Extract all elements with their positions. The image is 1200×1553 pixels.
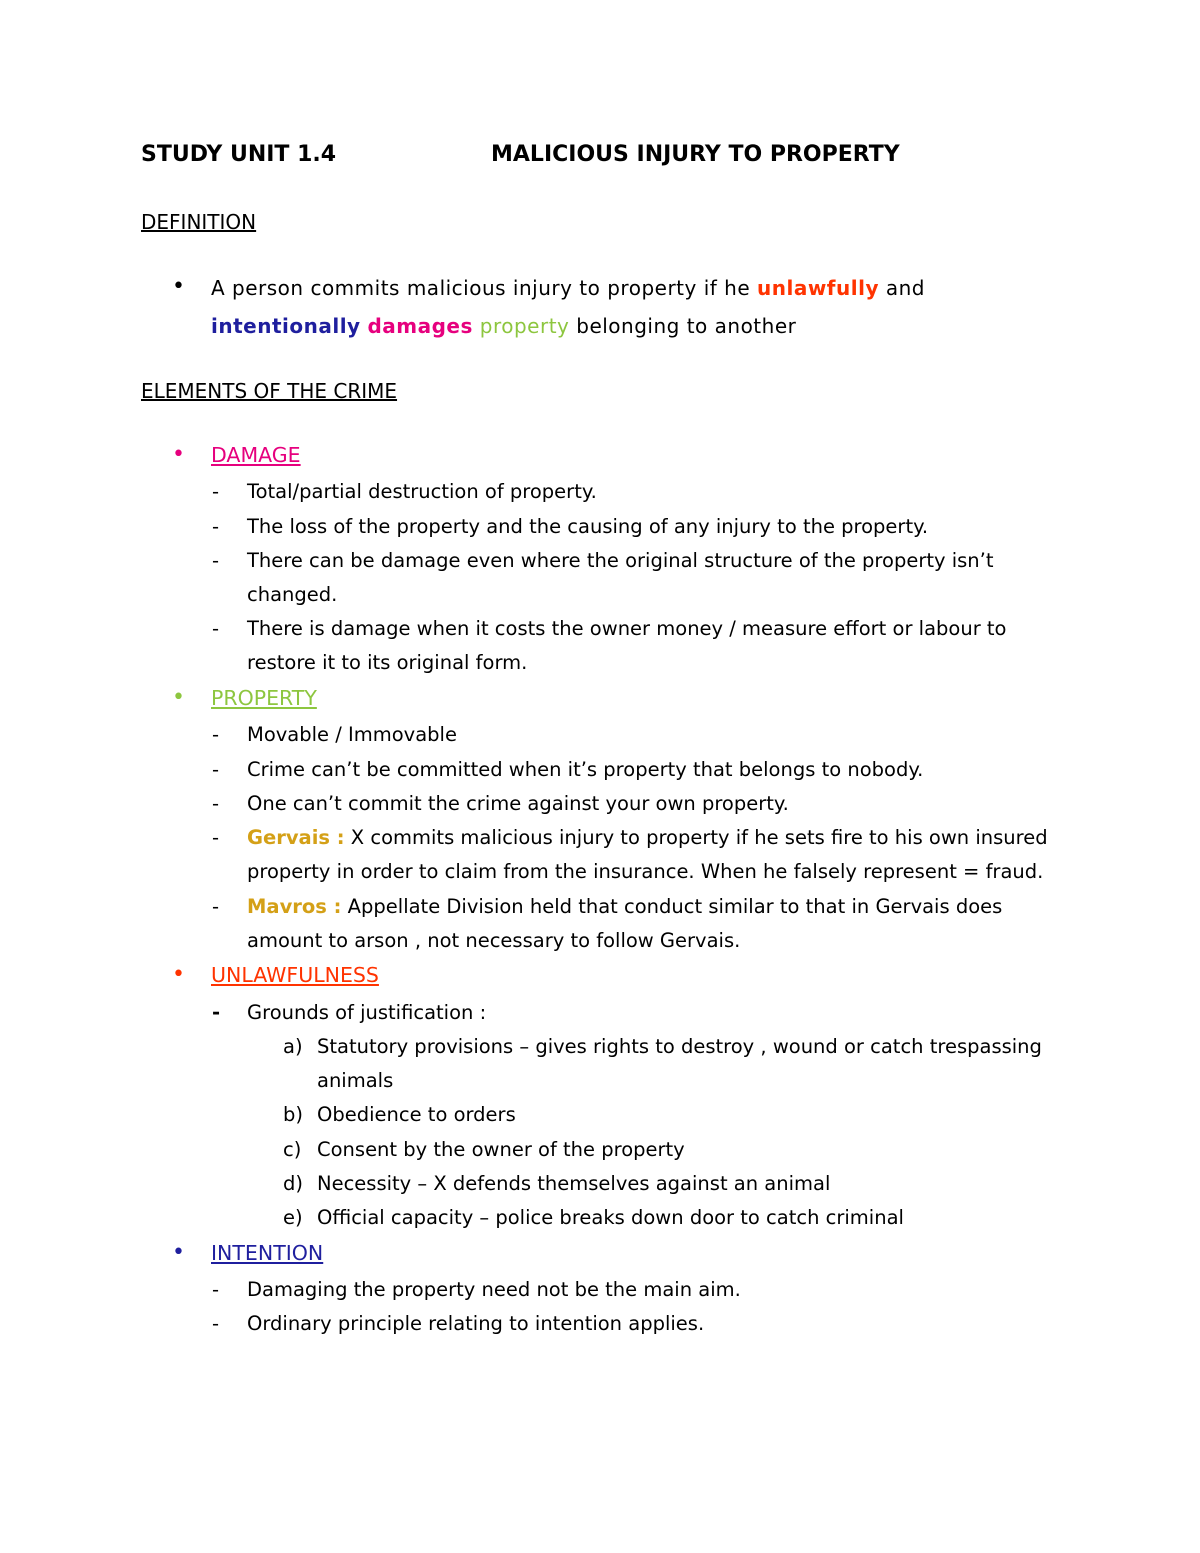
definition-text-2: and — [879, 276, 925, 300]
keyword-property: property — [479, 314, 570, 338]
intention-heading: INTENTION — [211, 1241, 324, 1265]
unlawfulness-heading: UNLAWFULNESS — [211, 963, 379, 987]
ground-item: Official capacity – police breaks down door to catch criminal — [317, 1206, 904, 1229]
gervais-continued: property in order to claim from the insurance. When he falsely represent = fraud. — [247, 860, 1044, 883]
dash: - — [212, 617, 220, 640]
keyword-unlawfully: unlawfully — [757, 276, 879, 300]
damage-item: There can be damage even where the original structure of the property isn’t — [247, 549, 994, 572]
intention-item: Damaging the property need not be the main aim. — [247, 1278, 741, 1301]
grounds-label: Grounds of justification : — [247, 1001, 487, 1024]
gervais-label: Gervais : — [247, 826, 345, 849]
page-title: MALICIOUS INJURY TO PROPERTY — [491, 142, 900, 167]
gervais-case — [247, 826, 1048, 849]
damage-item: The loss of the property and the causing of any injury to the property. — [247, 515, 929, 538]
intention-item: Ordinary principle relating to intention applies. — [247, 1312, 705, 1335]
mavros-label: Mavros : — [247, 895, 342, 918]
elements-heading: ELEMENTS OF THE CRIME — [141, 379, 398, 403]
list-letter: b) — [283, 1103, 303, 1126]
definition-text-1: A person commits malicious injury to property if he — [211, 276, 757, 300]
mavros-text: Appellate Division held that conduct similar to that in Gervais does — [341, 895, 1003, 918]
damage-item-continued: restore it to its original form. — [247, 651, 528, 674]
list-letter: c) — [283, 1138, 302, 1161]
dash: - — [212, 1278, 220, 1301]
damage-item-continued: changed. — [247, 583, 338, 606]
intention-bullet: • — [172, 1240, 185, 1265]
damage-item: There is damage when it costs the owner money / measure effort or labour to — [247, 617, 1007, 640]
unlawfulness-bullet: • — [172, 962, 185, 987]
property-bullet: • — [172, 685, 185, 710]
mavros-continued: amount to arson , not necessary to follow Gervais. — [247, 929, 741, 952]
ground-item: Necessity – X defends themselves against an animal — [317, 1172, 831, 1195]
definition-line-1 — [211, 276, 925, 300]
dash: - — [212, 826, 220, 849]
dash: - — [212, 895, 220, 918]
mavros-case — [247, 895, 1002, 918]
ground-item-continued: animals — [317, 1069, 394, 1092]
dash: - — [212, 792, 220, 815]
property-heading: PROPERTY — [211, 686, 317, 710]
keyword-damages: damages — [367, 314, 473, 338]
definition-line-2 — [211, 314, 796, 338]
property-item: Crime can’t be committed when it’s property that belongs to nobody. — [247, 758, 924, 781]
ground-item: Statutory provisions – gives rights to destroy , wound or catch trespassing — [317, 1035, 1042, 1058]
list-letter: a) — [283, 1035, 303, 1058]
definition-text-3: belonging to another — [569, 314, 797, 338]
definition-bullet: • — [172, 274, 185, 299]
gervais-text: X commits malicious injury to property if he sets fire to his own insured — [344, 826, 1048, 849]
dash: - — [212, 1001, 221, 1024]
property-item: One can’t commit the crime against your own property. — [247, 792, 789, 815]
list-letter: e) — [283, 1206, 303, 1229]
dash: - — [212, 549, 220, 572]
list-letter: d) — [283, 1172, 303, 1195]
unit-number: STUDY UNIT 1.4 — [141, 142, 337, 167]
dash: - — [212, 1312, 220, 1335]
damage-heading: DAMAGE — [211, 443, 301, 467]
ground-item: Consent by the owner of the property — [317, 1138, 685, 1161]
dash: - — [212, 758, 220, 781]
ground-item: Obedience to orders — [317, 1103, 516, 1126]
dash: - — [212, 480, 220, 503]
keyword-intentionally: intentionally — [211, 314, 361, 338]
dash: - — [212, 515, 220, 538]
definition-heading: DEFINITION — [141, 210, 257, 234]
damage-bullet: • — [172, 442, 185, 467]
damage-item: Total/partial destruction of property. — [247, 480, 597, 503]
property-item: Movable / Immovable — [247, 723, 457, 746]
dash: - — [212, 723, 220, 746]
